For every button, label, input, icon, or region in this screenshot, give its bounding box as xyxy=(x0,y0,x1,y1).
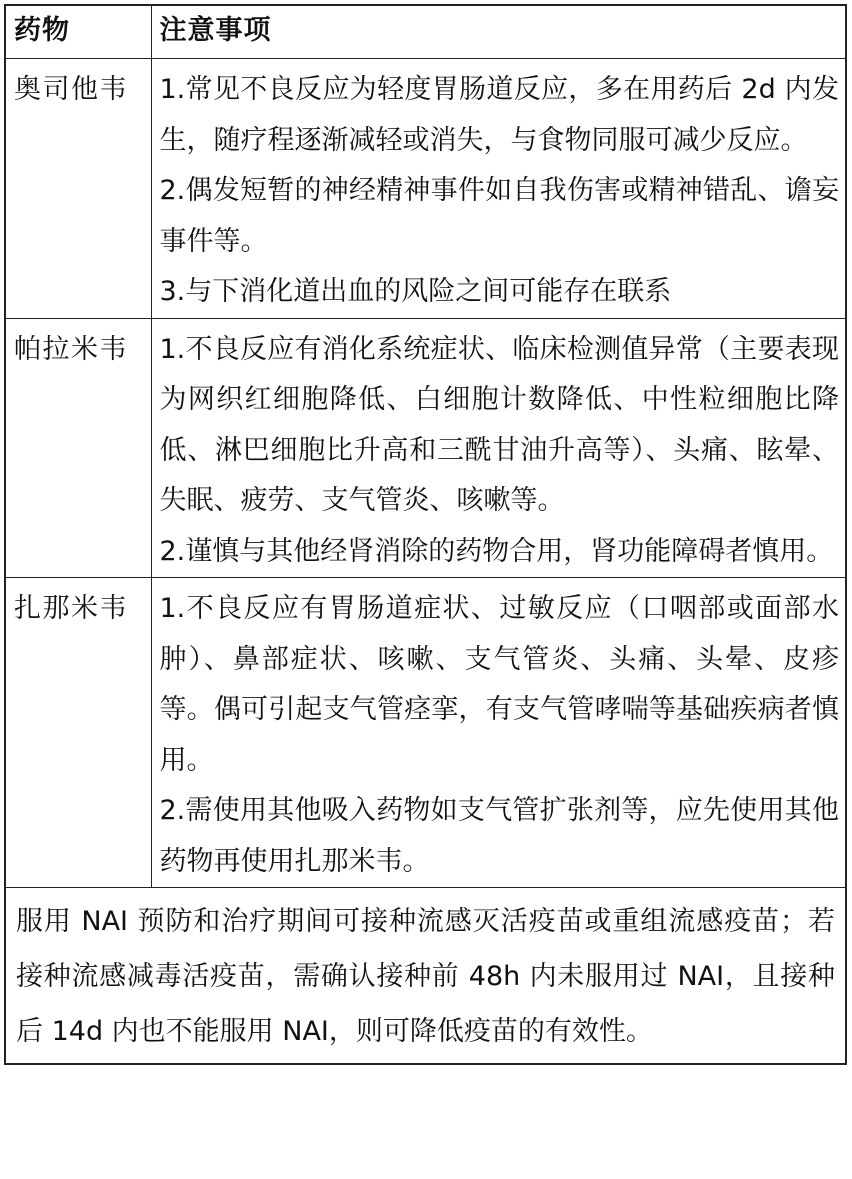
table-row-oseltamivir xyxy=(5,59,846,319)
note-paragraph: 3.与下消化道出血的风险之间可能存在联系 xyxy=(159,276,672,307)
note-paragraph: 2.需使用其他吸入药物如支气管扩张剂等，应先使用其他药物再使用扎那米韦。 xyxy=(159,795,839,877)
note-paragraph: 1.不良反应有消化系统症状、临床检测值异常（主要表现为网织红细胞降低、白细胞计数降低、中性粒细胞比降低、淋巴细胞比升高和三酰甘油升高等）、头痛、眩晕、失眠、疲劳、支气管炎、咳嗽等。 xyxy=(159,333,839,516)
drug-precautions-table xyxy=(4,4,847,1065)
drug-name-cell: 奥司他韦 xyxy=(5,59,151,319)
notes-cell xyxy=(151,59,846,319)
drug-name-cell: 帕拉米韦 xyxy=(5,318,151,578)
note-paragraph: 2.谨慎与其他经肾消除的药物合用，肾功能障碍者慎用。 xyxy=(159,535,834,567)
header-notes: 注意事项 xyxy=(151,5,846,59)
notes-cell xyxy=(151,578,846,888)
table-row-peramivir xyxy=(5,318,846,578)
header-drug: 药物 xyxy=(5,5,151,59)
notes-cell xyxy=(151,318,846,578)
note-paragraph: 2.偶发短暂的神经精神事件如自我伤害或精神错乱、谵妄事件等。 xyxy=(159,175,839,257)
note-paragraph: 1.常见不良反应为轻度胃肠道反应，多在用药后 2d 内发生，随疗程逐渐减轻或消失，与食物同服可减少反应。 xyxy=(159,74,839,156)
table-row-zanamivir xyxy=(5,578,846,888)
note-paragraph: 1.不良反应有胃肠道症状、过敏反应（口咽部或面部水肿）、鼻部症状、咳嗽、支气管炎、头痛、头晕、皮疹等。偶可引起支气管痉挛，有支气管哮喘等基础疾病者慎用。 xyxy=(159,593,839,776)
table-footer-row xyxy=(5,888,846,1065)
drug-name-cell: 扎那米韦 xyxy=(5,578,151,888)
table-header-row xyxy=(5,5,846,59)
footer-note: 服用 NAI 预防和治疗期间可接种流感灭活疫苗或重组流感疫苗；若接种流感减毒活疫苗，需确认接种前 48h 内未服用过 NAI，且接种后 14d 内也不能服用 NAI，则可降低疫苗的有效性。 xyxy=(5,888,846,1065)
